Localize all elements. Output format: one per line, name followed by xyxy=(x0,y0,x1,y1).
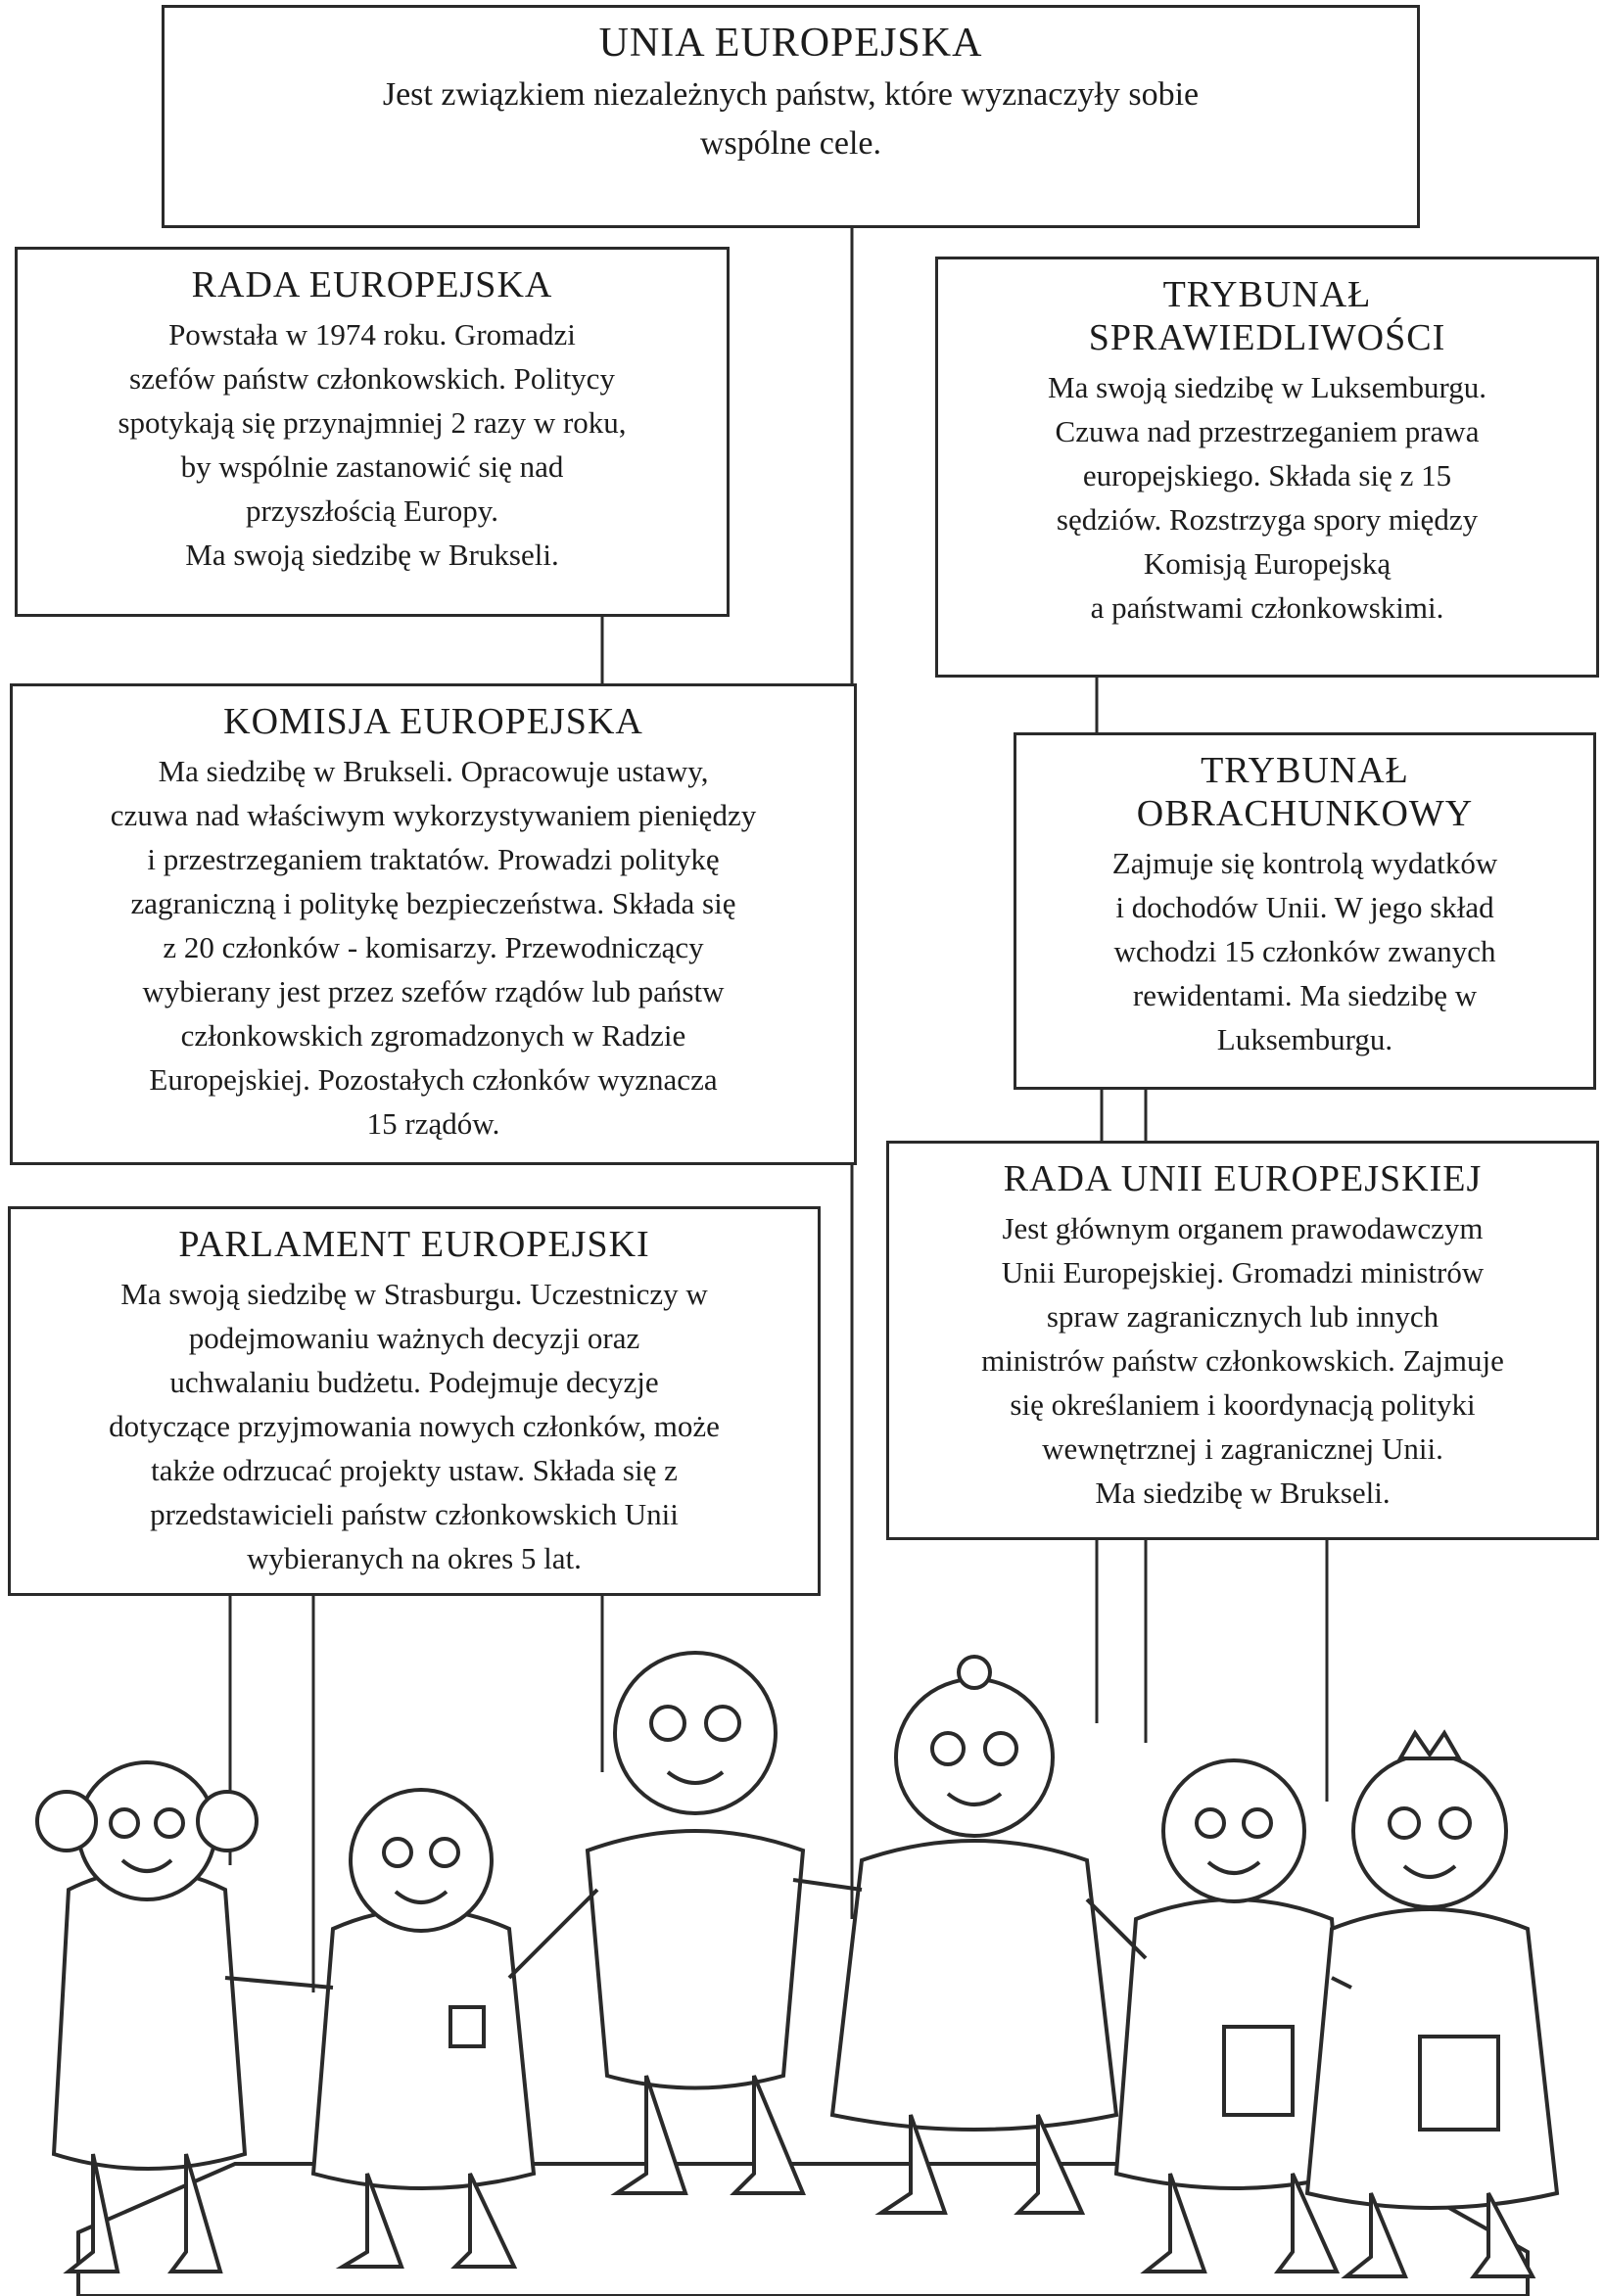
child-1-eye-right xyxy=(156,1809,183,1837)
child-6-crown xyxy=(1400,1733,1459,1758)
child-5-eye-left xyxy=(1197,1809,1224,1837)
child-3-eye-right xyxy=(706,1707,739,1740)
child-4-eye-right xyxy=(985,1733,1016,1764)
child-2-body xyxy=(313,1909,534,2188)
komisja-europejska-title: KOMISJA EUROPEJSKA xyxy=(223,701,643,742)
child-6-eye-right xyxy=(1440,1808,1470,1838)
child-3-figure xyxy=(588,1653,803,2193)
child-2-head xyxy=(351,1790,492,1931)
child-2-pocket xyxy=(450,2007,484,2046)
komisja-europejska-description: Ma siedzibę w Brukseli. Opracowuje ustawy, czuwa nad właściwym wykorzystywaniem pieniędzy i przestrzeganiem traktatów. Prowadzi politykę zagraniczną i politykę bezpieczeństwa. Składa się z 20 członków - komisarzy. Przewodniczący wybierany jest przez szefów rządów lub państw członkowskich zgromadzonych w Radzie Europejskiej. Pozostałych członków wyznacza 15 rządów. xyxy=(110,754,757,1141)
child-1-leg-left xyxy=(69,2154,118,2272)
parlament-europejski-description: Ma swoją siedzibę w Strasburgu. Uczestniczy w podejmowaniu ważnych decyzji oraz uchwalaniu budżetu. Podejmuje decyzje dotyczące przyjmowania nowych członków, może także odrzucać projekty ustaw. Składa się z przedstawicieli państw członkowskich Unii wybieranych na okres 5 lat. xyxy=(109,1277,720,1575)
rada-unii-europejskiej-title: RADA UNII EUROPEJSKIEJ xyxy=(1003,1158,1483,1199)
child-1-body xyxy=(54,1870,245,2169)
child-1-pigtail-right xyxy=(198,1792,257,1851)
rada-unii-europejskiej-description: Jest głównym organem prawodawczym Unii Europejskiej. Gromadzi ministrów spraw zagranicznych lub innych ministrów państw członkowskich. Zajmuje się określaniem i koordynacją polityki wewnętrznej i zagranicznej Unii. Ma siedzibę w Brukseli. xyxy=(981,1211,1504,1510)
trybunal-sprawiedliwosci-description: Ma swoją siedzibę w Luksemburgu. Czuwa nad przestrzeganiem prawa europejskiego. Składa się z 15 sędziów. Rozstrzyga spory między Komisją Europejską a państwami członkowskimi. xyxy=(1048,370,1486,625)
child-3-head xyxy=(615,1653,776,1813)
trybunal-obrachunkowy-box xyxy=(1014,732,1596,1090)
children-illustration xyxy=(0,1567,1604,2296)
child-1-head xyxy=(78,1762,215,1899)
child-6-eye-left xyxy=(1390,1808,1419,1838)
child-2-eye-right xyxy=(431,1839,458,1866)
child-5-book xyxy=(1224,2027,1293,2115)
trybunal-sprawiedliwosci-box xyxy=(935,257,1599,678)
unia-europejska-box xyxy=(162,5,1420,228)
rada-europejska-description: Powstała w 1974 roku. Gromadzi szefów państw członkowskich. Politycy spotykają się przynajmniej 2 razy w roku, by wspólnie zastanowić się nad przyszłością Europy. Ma swoją siedzibę w Brukseli. xyxy=(118,317,627,572)
child-4-bow xyxy=(959,1657,990,1688)
child-6-head xyxy=(1353,1755,1506,1907)
trybunal-obrachunkowy-title: TRYBUNAŁ OBRACHUNKOWY xyxy=(1136,750,1474,834)
child-2-eye-left xyxy=(384,1839,411,1866)
child-1-pigtail-left xyxy=(37,1792,96,1851)
child-3-body xyxy=(588,1831,803,2088)
child-5-eye-right xyxy=(1244,1809,1271,1837)
rada-europejska-title: RADA EUROPEJSKA xyxy=(191,264,553,305)
child-5-head xyxy=(1163,1760,1304,1901)
parlament-europejski-title: PARLAMENT EUROPEJSKI xyxy=(178,1224,650,1265)
trybunal-sprawiedliwosci-title: TRYBUNAŁ SPRAWIEDLIWOŚCI xyxy=(1088,274,1446,358)
rada-unii-europejskiej-box xyxy=(886,1141,1599,1540)
child-4-head xyxy=(896,1679,1053,1836)
parlament-europejski-box xyxy=(8,1206,821,1596)
child-4-figure xyxy=(832,1657,1116,2213)
komisja-europejska-box xyxy=(10,683,857,1165)
unia-europejska-description: Jest związkiem niezależnych państw, które wyznaczyły sobie wspólne cele. xyxy=(382,76,1200,162)
child-6-figure xyxy=(1307,1733,1557,2276)
child-3-eye-left xyxy=(651,1707,684,1740)
rada-europejska-box xyxy=(15,247,730,617)
child-6-book xyxy=(1420,2037,1498,2130)
child-1-eye-left xyxy=(111,1809,138,1837)
unia-europejska-title: UNIA EUROPEJSKA xyxy=(598,21,983,66)
child-4-eye-left xyxy=(932,1733,964,1764)
child-4-body xyxy=(832,1841,1116,2130)
trybunal-obrachunkowy-description: Zajmuje się kontrolą wydatków i dochodów Unii. W jego skład wchodzi 15 członków zwanych rewidentami. Ma siedzibę w Luksemburgu. xyxy=(1111,846,1498,1056)
